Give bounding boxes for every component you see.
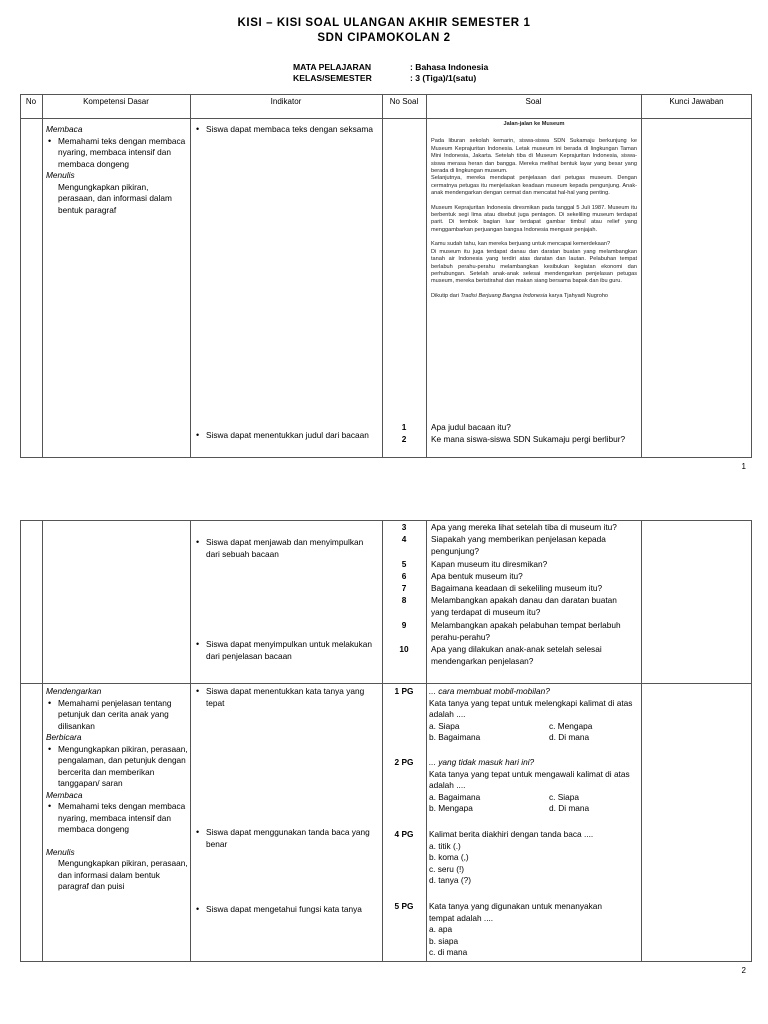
indikator-c [194,686,378,709]
col-header-indikator: Indikator [270,97,302,106]
question-text: Siapakah yang memberikan penjelasan kepada pengunjung? [431,534,606,556]
question-text: Kapan museum itu diresmikan? [431,559,548,569]
kd-heading-membaca: Membaca [46,789,83,800]
page-number: 1 [741,462,746,471]
reading-paragraph: Pada liburan sekolah kemarin, siswa-siswa SDN Sukamaju berkunjung ke Museum Keprajuritan Indonesia. Letak museum ini berada di lingkungan Taman Mini Indonesia, Jakarta. Setelah tiba di Museum Keprajuritan Indonesia, siswa-siswa merasa heran dan bangga. Mereka melihat bentuk layar yang besar yang berada di lingkungan museum. [431,138,637,175]
question-number: 7 [401,583,407,593]
col-header-soal: Soal [525,97,542,106]
kd-heading-menulis: Menulis [46,170,75,180]
reading-paragraph: Selanjutnya, mereka mendapat penjelasan dari petugas museum. Dengan cermatnya petugas itu menjelaskan keadaan museum kepada pengunjung. Anak-anak mendengarkan dengan cermat dan mencatat hal-hal yang penting. [431,175,637,197]
kd-heading-menulis: Menulis [46,846,75,857]
kd-item-membaca: • Memahami teks dengan membaca nyaring, membaca intensif dan membaca dongeng [46,801,188,836]
question-stem: Kata tanya yang digunakan untuk menanyakan tempat adalah .... [429,901,602,923]
question-number: 1 PG [394,686,414,696]
question-number: 10 [399,644,409,654]
subject-label: MATA PELAJARAN [293,62,372,72]
option-a: a. titik (.) [429,840,461,851]
option-d: d. Di mana [549,732,590,742]
indikator-e [194,904,378,916]
option-a: a. Siapa [429,720,460,731]
question-number: 5 [401,559,407,569]
reading-paragraph: Di museum itu juga terdapat danau dan daratan buatan yang melambangkan tanah air Indonesia yang terdiri atas daratan dan lautan. Pelabuhan tempat berlabuh perahu-perahu melambangkan kesibukan kegiatan ekonomi dan perhubungan. Setelah anak-anak selesai mendengarkan penjelasan petugas museum, mereka beristirahat dan makan siang bersama bapak dan ibu guru. [431,248,637,285]
option-c: c. di mana [429,947,468,957]
mc-question-4 [429,829,639,887]
reading-passage [431,121,637,307]
subject-value: : Bahasa Indonesia [410,62,489,72]
reading-source [431,293,637,300]
option-c: c. Mengapa [549,720,593,731]
question-number: 1 [401,422,407,432]
page-number: 2 [741,966,746,975]
kd-heading-mendengarkan: Mendengarkan [46,686,102,696]
option-a: a. apa [429,924,453,934]
col-divider [42,94,43,458]
question-text: Apa yang dilakukan anak-anak setelah selesai mendengarkan penjelasan? [431,644,602,666]
col-divider [426,94,427,458]
col-header-no-soal: No Soal [389,97,419,106]
mc-question-5 [429,901,629,959]
kd-item-menulis: Mengungkapkan pikiran, perasaan, dan informasi dalam bentuk paragraf [58,181,172,215]
reading-paragraph: Museum Keprajuritan Indonesia diresmikan pada tanggal 5 Juli 1987. Museum itu berbentuk segi lima atau disebut juga pentagon. Di sekeliling museum terdapat parit. Di tembok bagian luar terdapat gambar timbul atau relief yang menggambarkan perjuangan bangsa Indonesia mengusir penjajah. [431,204,637,233]
col-divider [42,520,43,962]
option-c: c. Siapa [549,791,579,802]
question-stem: Kata tanya yang tepat untuk melengkapi kalimat di atas adalah .... [429,697,633,719]
indikator-a [194,537,378,560]
header-divider [20,118,752,119]
question-number: 3 [401,522,407,532]
source-title: Tradisi Berjuang Bangsa Indonesia [460,292,548,299]
source-prefix: Dikutip dari [431,292,461,299]
kd-heading-berbicara: Berbicara [46,732,82,742]
option-c: c. seru (!) [429,863,465,874]
class-value: : 3 (Tiga)/1(satu) [410,73,477,83]
option-b: b. siapa [429,935,459,946]
question-text: Ke mana siswa-siswa SDN Sukamaju pergi berlibur? [431,434,626,444]
col-header-no: No [25,97,37,106]
indikator-2 [194,430,374,442]
class-label: KELAS/SEMESTER [293,73,372,83]
question-number: 9 [401,620,407,630]
mc-question-1 [429,686,639,744]
option-b: b. koma (,) [429,852,469,862]
question-stem: Kalimat berita diakhiri dengan tanda baca .... [429,829,594,839]
col-header-kd: Kompetensi Dasar [83,97,149,106]
kd-item-membaca: • Memahami teks dengan membaca nyaring, membaca intensif dan membaca dongeng [46,136,186,171]
option-a: a. Bagaimana [429,791,481,802]
question-number: 6 [401,571,407,581]
indikator-text: • Siswa dapat menentukkan judul dari bacaan [194,430,374,442]
indikator-text: • Siswa dapat menyimpulkan untuk melakukan dari penjelasan bacaan [194,639,378,662]
col-divider [426,520,427,962]
indikator-text: • Siswa dapat menentukkan kata tanya yang tepat [194,686,378,709]
row-divider [20,683,752,684]
indikator-text: • Siswa dapat mengetahui fungsi kata tanya [194,904,378,916]
indikator-text: • Siswa dapat menjawab dan menyimpulkan dari sebuah bacaan [194,537,378,560]
question-stem: Kata tanya yang tepat untuk mengawali kalimat di atas adalah .... [429,768,630,790]
question-text: Apa bentuk museum itu? [431,571,523,581]
source-author: karya Tjahyadi Nugroho [547,292,609,299]
indikator-d [194,827,378,850]
col-divider [641,520,642,962]
option-b: b. Mengapa [429,803,473,813]
question-number: 2 [401,434,407,444]
option-b: b. Bagaimana [429,732,481,742]
kd-item-berbicara: • Mengungkapkan pikiran, perasaan, pengalaman, dan petunjuk dengan bercerita dan memberikan tanggapan/ saran [46,744,188,790]
school-name: SDN CIPAMOKOLAN 2 [317,32,451,44]
kd-item-mendengarkan: • Memahami penjelasan tentang petunjuk dan cerita anak yang dilisankan [46,698,188,733]
question-number: 4 PG [394,829,414,839]
indikator-text: • Siswa dapat membaca teks dengan seksama [194,124,374,136]
reading-paragraph: Kamu sudah tahu, kan mereka berjuang untuk mencapai kemerdekaan? [431,241,611,248]
question-text: Bagaimana keadaan di sekeliling museum itu? [431,583,603,593]
reading-title: Jalan-jalan ke Museum [503,121,565,127]
indikator-b [194,639,378,662]
mc-question-2 [429,757,639,815]
question-number: 2 PG [394,757,414,767]
question-text: Apa yang mereka lihat setelah tiba di museum itu? [431,522,617,532]
kd-block-2 [46,686,188,893]
question-stem-italic: ... yang tidak masuk hari ini? [429,757,535,767]
document-title: KISI – KISI SOAL ULANGAN AKHIR SEMESTER 1 [237,17,531,29]
question-text: Melambangkan apakah danau dan daratan buatan yang terdapat di museum itu? [431,595,617,617]
indikator-1 [194,124,374,136]
question-number: 5 PG [394,901,414,911]
question-number: 4 [401,534,407,544]
kd-item-menulis: Mengungkapkan pikiran, perasaan, dan informasi dalam bentuk paragraf dan puisi [58,858,188,891]
question-text: Melambangkan apakah pelabuhan tempat berlabuh perahu-perahu? [431,620,621,642]
col-divider [190,94,191,458]
col-divider [382,94,383,458]
col-divider [641,94,642,458]
question-stem-italic: ... cara membuat mobil-mobilan? [429,686,550,696]
kd-block [46,124,186,216]
option-d: d. tanya (?) [429,875,471,885]
kd-heading-membaca: Membaca [46,124,83,134]
col-header-kunci: Kunci Jawaban [669,97,724,106]
col-divider [190,520,191,962]
question-text: Apa judul bacaan itu? [431,422,511,432]
option-d: d. Di mana [549,803,590,813]
indikator-text: • Siswa dapat menggunakan tanda baca yang benar [194,827,378,850]
question-number: 8 [401,595,407,605]
